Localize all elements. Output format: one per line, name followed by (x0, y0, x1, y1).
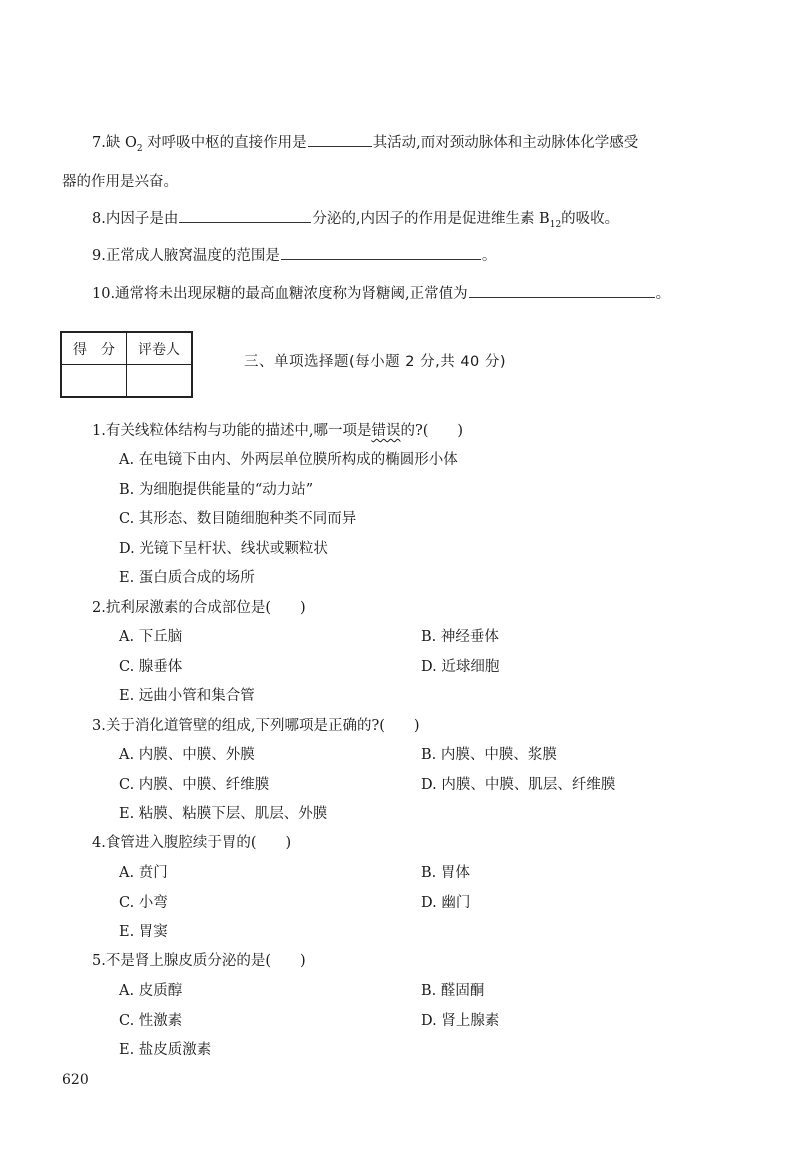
q7-continuation: 器的作用是兴奋。 (62, 174, 178, 190)
q2-option-b[interactable]: B. 神经垂体 (421, 629, 499, 645)
q1-stem (92, 421, 463, 441)
q3-option-b[interactable]: B. 内膜、中膜、浆膜 (421, 747, 557, 763)
q2-stem: 2.抗利尿激素的合成部位是( ) (92, 600, 306, 616)
question-10-line (92, 283, 670, 304)
page-number: 620 (62, 1072, 89, 1088)
q7-answer-blank[interactable] (308, 132, 372, 147)
q4-option-d[interactable]: D. 幽门 (421, 895, 471, 911)
q10-answer-blank[interactable] (469, 283, 655, 298)
question-9-line (92, 245, 496, 266)
q3-option-d[interactable]: D. 内膜、中膜、肌层、纤维膜 (421, 777, 616, 793)
q8-answer-blank[interactable] (179, 208, 311, 223)
q7-suffix: 其活动,而对颈动脉体和主动脉体化学感受 (372, 135, 639, 151)
grader-cell[interactable] (127, 365, 193, 398)
q4-option-e[interactable]: E. 胃窦 (119, 924, 168, 940)
q1-stem-emphasis: 错误 (371, 423, 401, 439)
q4-option-a[interactable]: A. 贲门 (119, 865, 168, 881)
grader-header: 评卷人 (127, 332, 193, 365)
q10-suffix: 。 (655, 286, 671, 302)
q8-suffix: 分泌的,内因子的作用是促进维生素 B (312, 211, 550, 227)
q1-stem-start: 1.有关线粒体结构与功能的描述中,哪一项是 (92, 423, 372, 439)
q8-prefix: 8.内因子是由 (92, 211, 179, 227)
q7-middle: 对呼吸中枢的直接作用是 (142, 135, 307, 151)
question-8-line (92, 208, 619, 235)
q1-option-b[interactable]: B. 为细胞提供能量的“动力站” (119, 482, 314, 498)
q10-prefix: 10.通常将未出现尿糖的最高血糖浓度称为肾糖阈,正常值为 (92, 286, 468, 302)
q3-option-a[interactable]: A. 内膜、中膜、外膜 (119, 747, 255, 763)
score-cell[interactable] (61, 365, 127, 398)
q1-option-e[interactable]: E. 蛋白质合成的场所 (119, 570, 255, 586)
question-7-line-1 (92, 132, 638, 159)
section-title: 三、单项选择题(每小题 2 分,共 40 分) (244, 354, 507, 370)
q2-option-d[interactable]: D. 近球细胞 (421, 659, 500, 675)
score-header: 得 分 (61, 332, 127, 365)
q2-option-e[interactable]: E. 远曲小管和集合管 (119, 688, 255, 704)
q5-option-c[interactable]: C. 性激素 (119, 1013, 183, 1029)
q7-prefix: 7.缺 O (92, 135, 137, 151)
q8-tail: 的吸收。 (561, 211, 620, 227)
q9-prefix: 9.正常成人腋窝温度的范围是 (92, 248, 280, 264)
q4-option-b[interactable]: B. 胃体 (421, 865, 470, 881)
q5-option-a[interactable]: A. 皮质醇 (119, 983, 183, 999)
q7-subscript: 2 (136, 143, 143, 154)
q5-option-d[interactable]: D. 肾上腺素 (421, 1013, 500, 1029)
q9-answer-blank[interactable] (281, 245, 481, 260)
q3-option-c[interactable]: C. 内膜、中膜、纤维膜 (119, 777, 270, 793)
q8-subscript: 12 (549, 219, 562, 230)
q1-option-a[interactable]: A. 在电镜下由内、外两层单位膜所构成的椭圆形小体 (119, 452, 458, 468)
q4-stem: 4.食管进入腹腔续于胃的( ) (92, 835, 292, 851)
q5-option-e[interactable]: E. 盐皮质激素 (119, 1042, 212, 1058)
question-7-line-2 (62, 172, 178, 192)
q2-option-a[interactable]: A. 下丘脑 (119, 629, 183, 645)
q5-option-b[interactable]: B. 醛固酮 (421, 983, 485, 999)
q1-stem-end: 的?( ) (400, 423, 464, 439)
q2-option-c[interactable]: C. 腺垂体 (119, 659, 183, 675)
q1-option-d[interactable]: D. 光镜下呈杆状、线状或颗粒状 (119, 541, 328, 557)
q3-stem: 3.关于消化道管壁的组成,下列哪项是正确的?( ) (92, 718, 420, 734)
score-table (60, 331, 193, 398)
q3-option-e[interactable]: E. 粘膜、粘膜下层、肌层、外膜 (119, 806, 328, 822)
q5-stem: 5.不是肾上腺皮质分泌的是( ) (92, 953, 306, 969)
q9-suffix: 。 (481, 248, 497, 264)
q1-option-c[interactable]: C. 其形态、数目随细胞种类不同而异 (119, 511, 357, 527)
q4-option-c[interactable]: C. 小弯 (119, 895, 168, 911)
